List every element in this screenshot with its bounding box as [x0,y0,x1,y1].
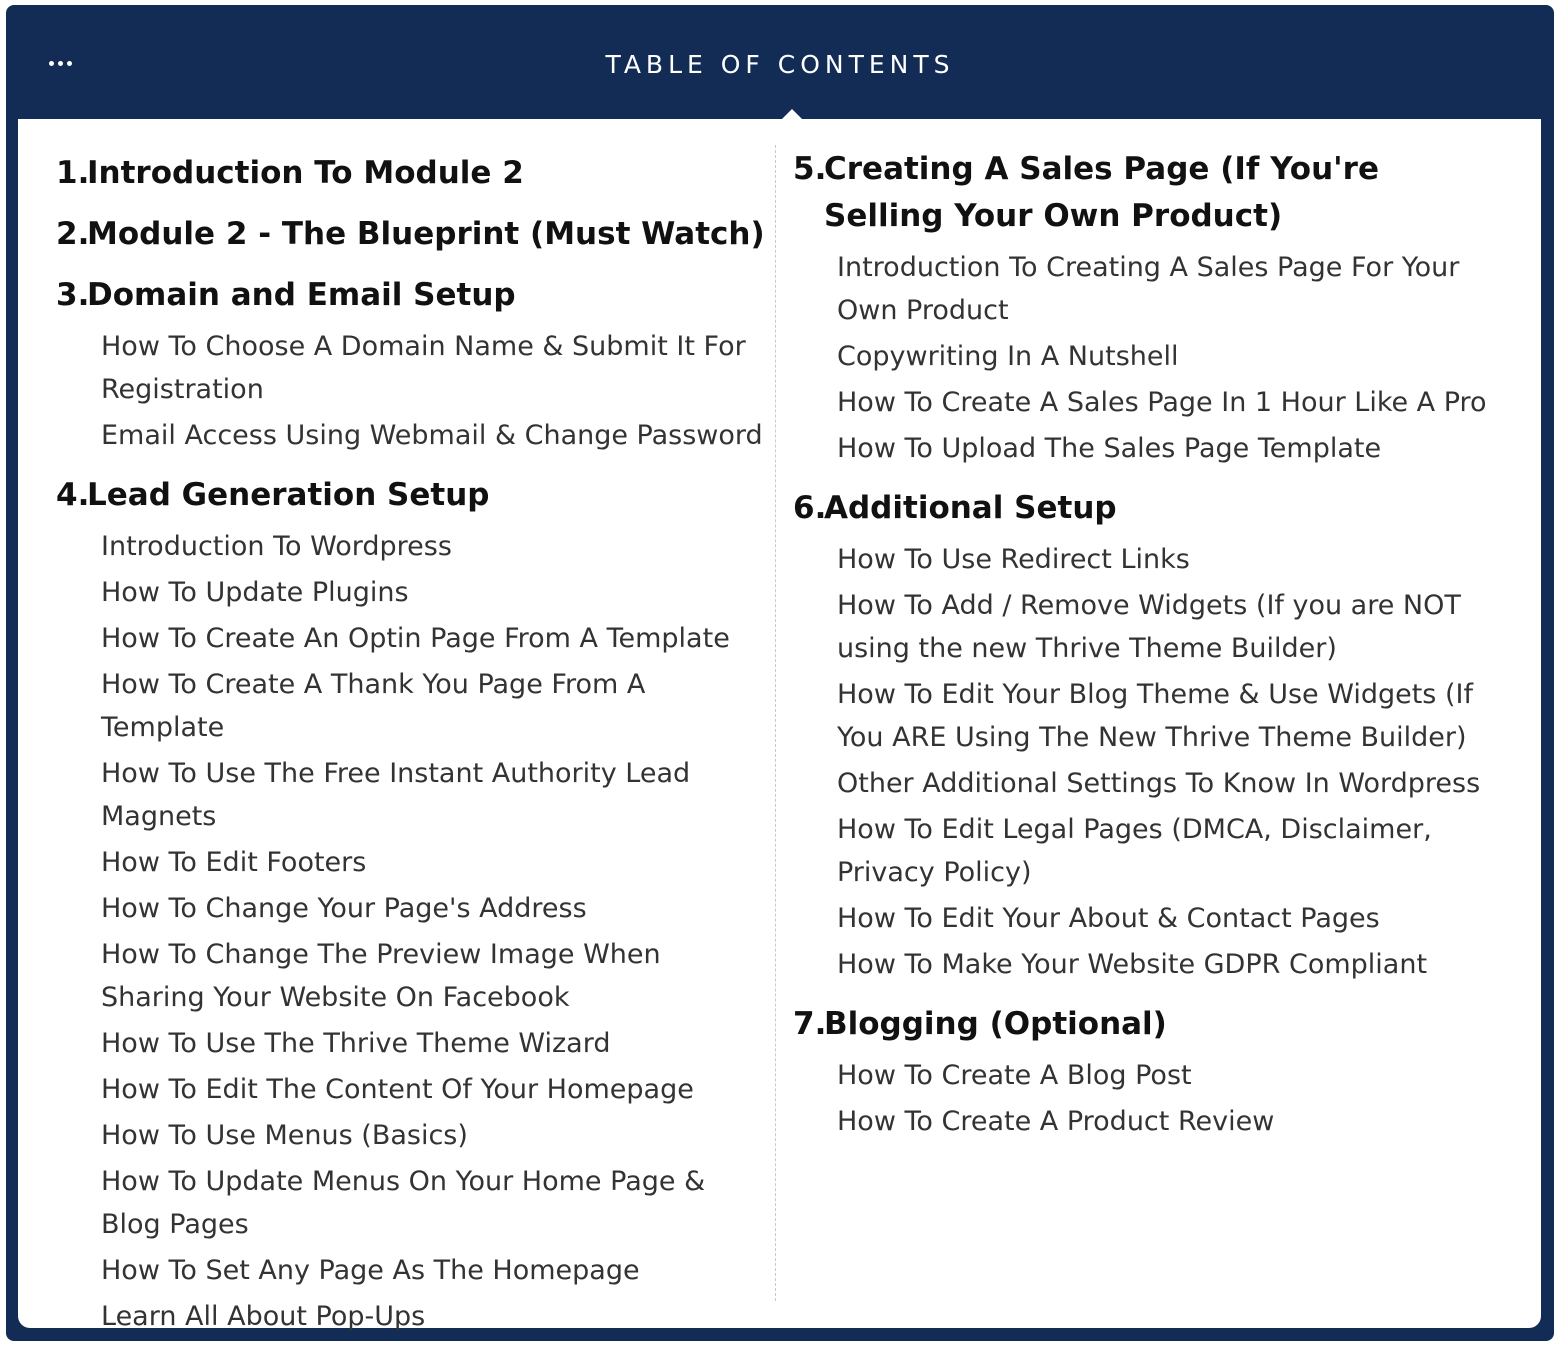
section-title: Domain and Email Setup [87,277,516,313]
lesson-link[interactable]: How To Use Menus (Basics) [101,1120,468,1151]
toc-section [56,272,768,472]
lesson-link[interactable]: How To Use Redirect Links [837,544,1190,575]
section-heading[interactable] [56,272,768,319]
table-of-contents-widget [6,5,1554,1341]
toc-title: TABLE OF CONTENTS [605,50,955,79]
lesson-list [56,525,768,1353]
toc-header [6,5,1554,119]
section-number: 7. [793,1006,827,1042]
lesson-link[interactable]: How To Edit The Content Of Your Homepage [101,1074,694,1105]
lesson-link[interactable]: How To Update Menus On Your Home Page & Blog Pages [101,1166,706,1240]
lesson-link[interactable]: How To Edit Your Blog Theme & Use Widgets (If You ARE Using The New Thrive Theme Builder) [837,679,1473,753]
section-title: Additional Setup [824,490,1117,526]
toc-section [56,211,768,258]
lesson-link[interactable]: How To Create A Sales Page In 1 Hour Like A Pro [837,387,1487,418]
section-number: 4. [56,477,90,513]
lesson-link[interactable]: How To Edit Footers [101,847,367,878]
section-title: Module 2 - The Blueprint (Must Watch) [87,216,765,252]
lesson-link[interactable]: How To Choose A Domain Name & Submit It For Registration [101,331,746,405]
section-heading[interactable] [793,146,1493,240]
lesson-link[interactable]: How To Change The Preview Image When Sharing Your Website On Facebook [101,939,661,1013]
left-column [56,119,768,1353]
lesson-link[interactable]: How To Use The Free Instant Authority Lead Magnets [101,758,691,832]
toc-section [56,472,768,1353]
section-title: Blogging (Optional) [824,1006,1167,1042]
lesson-list [56,325,768,472]
lesson-link[interactable]: How To Add / Remove Widgets (If you are NOT using the new Thrive Theme Builder) [837,590,1461,664]
section-title: Creating A Sales Page (If You're Selling Your Own Product) [824,151,1379,234]
lesson-link[interactable]: How To Edit Legal Pages (DMCA, Disclaimer, Privacy Policy) [837,814,1432,888]
toc-section [56,150,768,197]
section-heading[interactable] [793,485,1493,532]
lesson-link[interactable]: How To Create A Blog Post [837,1060,1192,1091]
lesson-list [793,538,1493,1001]
lesson-link[interactable]: How To Use The Thrive Theme Wizard [101,1028,611,1059]
section-heading[interactable] [56,472,768,519]
lesson-link[interactable]: How To Change Your Page's Address [101,893,587,924]
toc-section [793,1001,1493,1158]
lesson-link[interactable]: How To Create An Optin Page From A Template [101,623,730,654]
lesson-link[interactable]: Other Additional Settings To Know In Wordpress [837,768,1481,799]
toc-section [793,485,1493,1001]
column-divider [775,145,776,1301]
lesson-link[interactable]: Introduction To Wordpress [101,531,452,562]
lesson-link[interactable]: Email Access Using Webmail & Change Password [101,420,763,451]
toc-section [793,146,1493,485]
lesson-link[interactable]: Introduction To Creating A Sales Page For Your Own Product [837,252,1460,326]
lesson-link[interactable]: How To Upload The Sales Page Template [837,433,1382,464]
section-title: Lead Generation Setup [87,477,490,513]
lesson-list [793,1054,1493,1158]
lesson-link[interactable]: How To Set Any Page As The Homepage [101,1255,640,1286]
lesson-link[interactable]: How To Make Your Website GDPR Compliant [837,949,1428,980]
pointer-arrow [782,109,802,119]
lesson-link[interactable]: How To Update Plugins [101,577,409,608]
toc-panel [18,119,1541,1332]
section-number: 5. [793,151,827,187]
lesson-link[interactable]: How To Edit Your About & Contact Pages [837,903,1380,934]
right-column [793,119,1493,1158]
lesson-link[interactable]: How To Create A Thank You Page From A Template [101,669,646,743]
section-number: 2. [56,216,90,252]
section-number: 3. [56,277,90,313]
lesson-list [793,246,1493,485]
section-heading[interactable] [793,1001,1493,1048]
lesson-link[interactable]: Copywriting In A Nutshell [837,341,1179,372]
lesson-link[interactable]: How To Create A Product Review [837,1106,1275,1137]
section-title: Introduction To Module 2 [87,155,524,191]
section-heading[interactable] [56,150,768,197]
section-heading[interactable] [56,211,768,258]
section-number: 1. [56,155,90,191]
lesson-link[interactable]: Learn All About Pop-Ups [101,1301,426,1332]
section-number: 6. [793,490,827,526]
